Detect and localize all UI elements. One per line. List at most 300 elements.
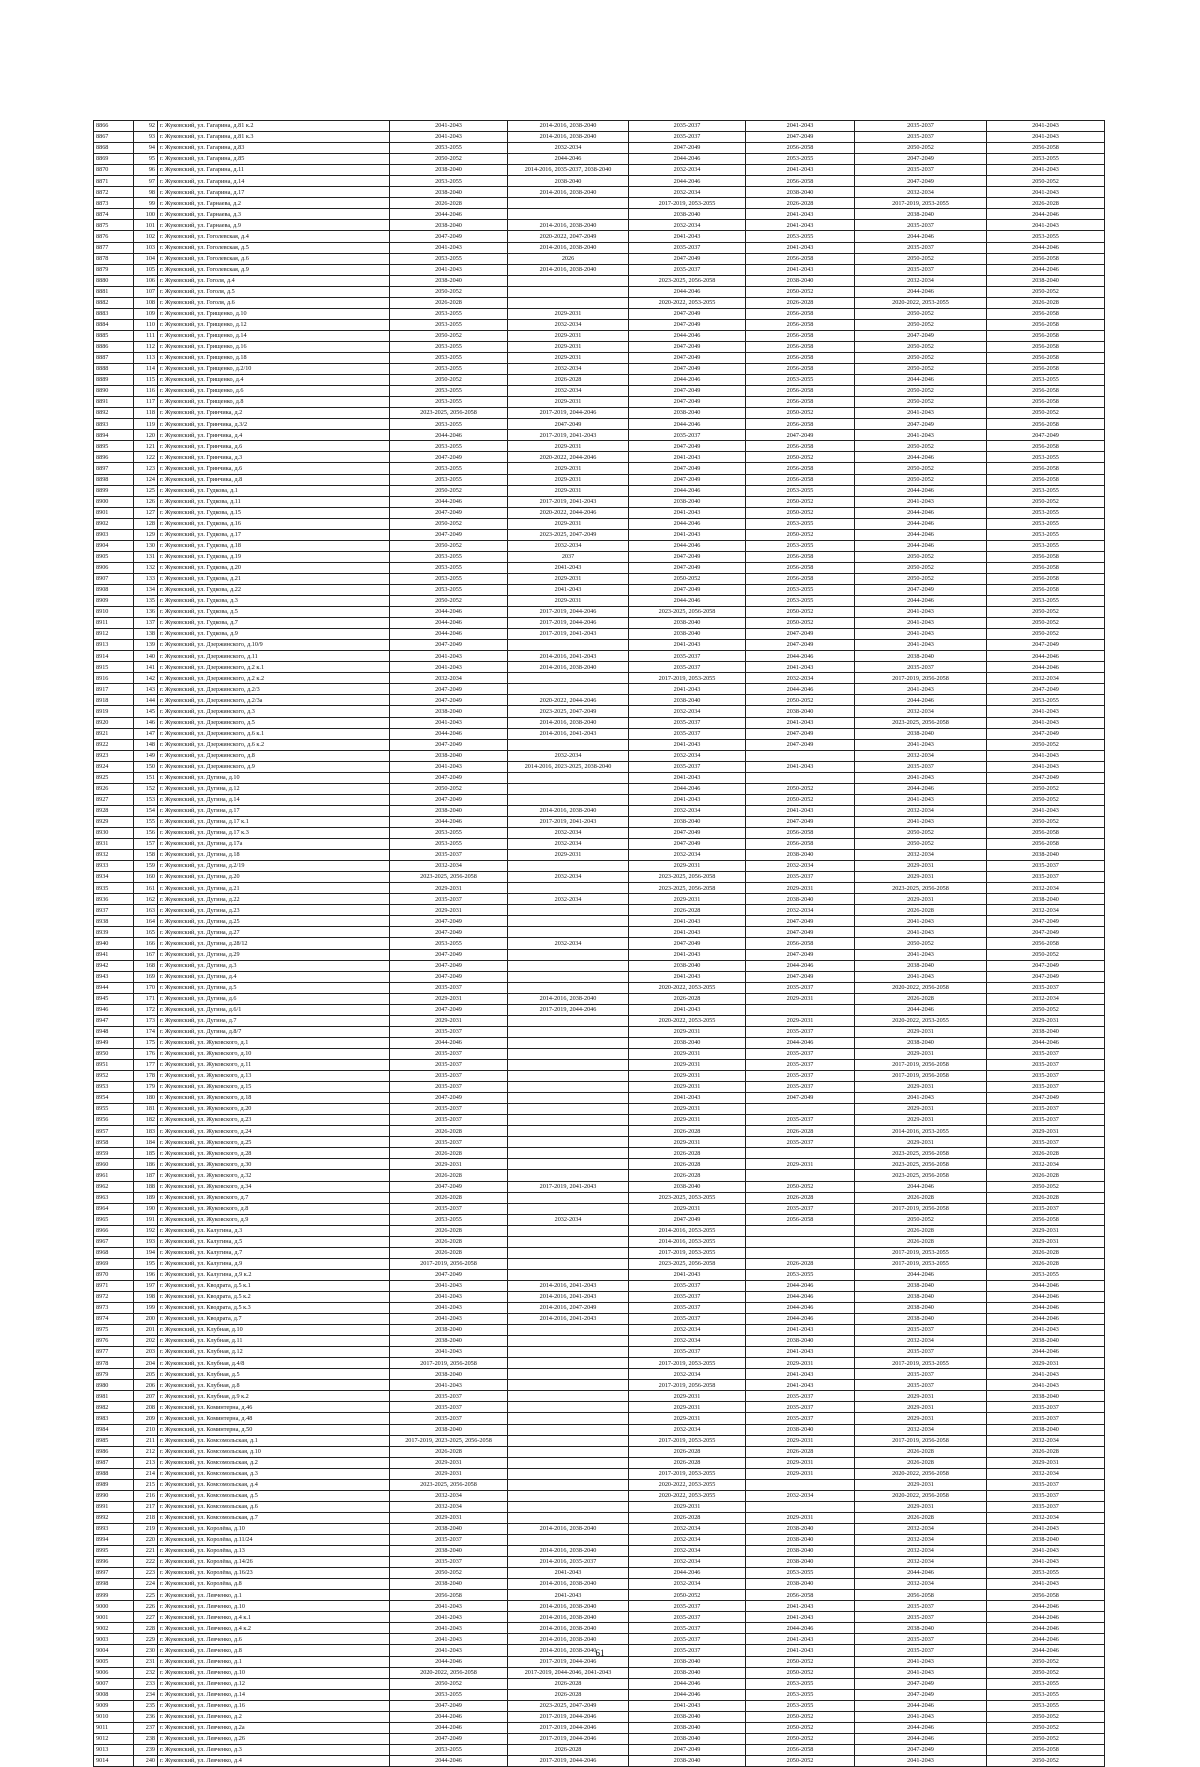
period-cell-1: 2041-2043 [390,1303,508,1314]
period-cell-3: 2047-2049 [629,839,746,850]
period-cell-5: 2041-2043 [855,618,987,629]
row-id-cell: 9011 [94,1722,134,1733]
period-cell-1: 2044-2046 [390,629,508,640]
table-row [94,1026,1105,1037]
period-cell-2: 2032-2034 [508,750,629,761]
period-cell-3: 2023-2025, 2053-2055 [629,1192,746,1203]
row-id-cell: 9002 [94,1623,134,1634]
period-cell-5: 2029-2031 [855,1391,987,1402]
row-id-cell: 8947 [94,1015,134,1026]
period-cell-3: 2044-2046 [629,485,746,496]
row-id-cell: 9013 [94,1744,134,1755]
row-number-cell: 233 [134,1678,158,1689]
period-cell-3: 2020-2022, 2053-2055 [629,297,746,308]
period-cell-2 [508,640,629,651]
period-cell-6: 2053-2055 [987,154,1105,165]
period-cell-2: 2020-2022, 2047-2049 [508,231,629,242]
period-cell-1: 2017-2019, 2056-2058 [390,1358,508,1369]
table-row [94,1689,1105,1700]
period-cell-1: 2038-2040 [390,706,508,717]
table-row [94,850,1105,861]
period-cell-5: 2029-2031 [855,894,987,905]
period-cell-6: 2056-2058 [987,828,1105,839]
period-cell-5: 2041-2043 [855,916,987,927]
table-row [94,816,1105,827]
row-id-cell: 8980 [94,1380,134,1391]
row-number-cell: 197 [134,1280,158,1291]
period-cell-2: 2017-2019, 2044-2046, 2041-2043 [508,1667,629,1678]
address-cell: г. Жуковский, ул. Гоголевская, д.6 [158,253,390,264]
period-cell-5: 2044-2046 [855,695,987,706]
address-cell: г. Жуковский, ул. Дзержинского, д.10/9 [158,640,390,651]
row-id-cell: 8911 [94,618,134,629]
period-cell-5: 2044-2046 [855,540,987,551]
period-cell-5: 2047-2049 [855,154,987,165]
period-cell-2: 2017-2019, 2041-2043 [508,816,629,827]
period-cell-4: 2047-2049 [746,949,855,960]
period-cell-5: 2017-2019, 2053-2055 [855,1358,987,1369]
period-cell-6: 2047-2049 [987,971,1105,982]
row-number-cell: 102 [134,231,158,242]
address-cell: г. Жуковский, ул. Комсомольская, д.6 [158,1501,390,1512]
row-id-cell: 8966 [94,1225,134,1236]
period-cell-3: 2032-2034 [629,1336,746,1347]
row-number-cell: 145 [134,706,158,717]
period-cell-3: 2047-2049 [629,253,746,264]
table-row [94,518,1105,529]
row-number-cell: 208 [134,1402,158,1413]
row-number-cell: 199 [134,1303,158,1314]
period-cell-6: 2050-2052 [987,1656,1105,1667]
period-cell-1: 2053-2055 [390,253,508,264]
period-cell-4: 2038-2040 [746,275,855,286]
row-id-cell: 8950 [94,1048,134,1059]
period-cell-4: 2047-2049 [746,816,855,827]
row-number-cell: 236 [134,1711,158,1722]
period-cell-2 [508,1148,629,1159]
period-cell-1: 2038-2040 [390,165,508,176]
row-number-cell: 115 [134,375,158,386]
period-cell-6: 2041-2043 [987,1325,1105,1336]
period-cell-3: 2035-2037 [629,1645,746,1656]
period-cell-5: 2044-2046 [855,286,987,297]
row-id-cell: 8897 [94,463,134,474]
period-cell-6: 2044-2046 [987,662,1105,673]
period-cell-2: 2014-2016, 2038-2040 [508,242,629,253]
row-id-cell: 8929 [94,816,134,827]
period-cell-2 [508,1258,629,1269]
period-cell-6: 2035-2037 [987,1203,1105,1214]
period-cell-6: 2053-2055 [987,1269,1105,1280]
period-cell-4: 2038-2040 [746,1546,855,1557]
period-cell-3: 2035-2037 [629,1623,746,1634]
period-cell-2 [508,1126,629,1137]
row-id-cell: 8960 [94,1159,134,1170]
period-cell-3: 2029-2031 [629,861,746,872]
period-cell-4: 2038-2040 [746,187,855,198]
period-cell-3: 2044-2046 [629,154,746,165]
period-cell-5: 2041-2043 [855,640,987,651]
row-number-cell: 205 [134,1369,158,1380]
period-cell-5: 2026-2028 [855,1457,987,1468]
period-cell-6: 2041-2043 [987,1579,1105,1590]
row-id-cell: 8872 [94,187,134,198]
period-cell-4: 2053-2055 [746,596,855,607]
period-cell-2 [508,286,629,297]
period-cell-3: 2020-2022, 2053-2055 [629,1015,746,1026]
row-number-cell: 175 [134,1037,158,1048]
address-cell: г. Жуковский, ул. Королёва, д.13 [158,1546,390,1557]
period-cell-5: 2023-2025, 2056-2058 [855,1148,987,1159]
table-row [94,662,1105,673]
period-cell-5: 2029-2031 [855,1082,987,1093]
period-cell-4: 2056-2058 [746,1590,855,1601]
period-cell-3: 2032-2034 [629,805,746,816]
row-id-cell: 8878 [94,253,134,264]
period-cell-3: 2023-2025, 2056-2058 [629,1258,746,1269]
period-cell-2: 2014-2016, 2038-2040 [508,1546,629,1557]
period-cell-4: 2053-2055 [746,1568,855,1579]
row-id-cell: 8964 [94,1203,134,1214]
row-number-cell: 191 [134,1214,158,1225]
address-cell: г. Жуковский, ул. Дугина, д.17 к.3 [158,828,390,839]
period-cell-5: 2044-2046 [855,1722,987,1733]
table-row [94,1557,1105,1568]
table-row [94,397,1105,408]
period-cell-3: 2044-2046 [629,518,746,529]
row-number-cell: 160 [134,872,158,883]
period-cell-2: 2041-2043 [508,1568,629,1579]
period-cell-1: 2053-2055 [390,839,508,850]
period-cell-3: 2035-2037 [629,1347,746,1358]
row-id-cell: 9010 [94,1711,134,1722]
table-row [94,308,1105,319]
period-cell-1: 2041-2043 [390,1314,508,1325]
period-cell-3: 2035-2037 [629,717,746,728]
address-cell: г. Жуковский, ул. Дугина, д.10 [158,772,390,783]
period-cell-4 [746,772,855,783]
address-cell: г. Жуковский, ул. Гудкова, д.16 [158,518,390,529]
period-cell-4: 2026-2028 [746,1192,855,1203]
row-number-cell: 217 [134,1501,158,1512]
period-cell-2: 2044-2046 [508,154,629,165]
period-cell-4: 2026-2028 [746,297,855,308]
period-cell-4: 2056-2058 [746,308,855,319]
row-number-cell: 122 [134,452,158,463]
period-cell-3: 2029-2031 [629,1413,746,1424]
period-cell-4: 2026-2028 [746,1446,855,1457]
address-cell: г. Жуковский, ул. Левченко, д.4 к.2 [158,1623,390,1634]
period-cell-1: 2020-2022, 2056-2058 [390,1667,508,1678]
period-cell-3: 2026-2028 [629,1170,746,1181]
table-row [94,1446,1105,1457]
address-cell: г. Жуковский, ул. Дзержинского, д.2/3 [158,684,390,695]
row-number-cell: 108 [134,297,158,308]
period-cell-5: 2044-2046 [855,375,987,386]
period-cell-1: 2047-2049 [390,739,508,750]
period-cell-2: 2014-2016, 2038-2040 [508,717,629,728]
row-id-cell: 8940 [94,938,134,949]
row-number-cell: 153 [134,794,158,805]
period-cell-1: 2047-2049 [390,507,508,518]
period-cell-6: 2032-2034 [987,1512,1105,1523]
period-cell-1: 2032-2034 [390,673,508,684]
period-cell-2: 2029-2031 [508,308,629,319]
period-cell-5: 2035-2037 [855,1369,987,1380]
period-cell-1: 2038-2040 [390,187,508,198]
address-cell: г. Жуковский, ул. Коминтерна, д.48 [158,1413,390,1424]
period-cell-5: 2023-2025, 2056-2058 [855,1170,987,1181]
period-cell-3: 2041-2043 [629,949,746,960]
period-cell-2 [508,794,629,805]
row-number-cell: 152 [134,783,158,794]
table-row [94,883,1105,894]
row-number-cell: 226 [134,1601,158,1612]
period-cell-2: 2020-2022, 2044-2046 [508,507,629,518]
row-number-cell: 238 [134,1733,158,1744]
address-cell: г. Жуковский, ул. Королёва, д.8 [158,1579,390,1590]
period-cell-1: 2026-2028 [390,1225,508,1236]
period-cell-2 [508,1225,629,1236]
row-id-cell: 8965 [94,1214,134,1225]
period-cell-6: 2044-2046 [987,1645,1105,1656]
table-row [94,1468,1105,1479]
period-cell-5: 2038-2040 [855,651,987,662]
row-id-cell: 9003 [94,1634,134,1645]
period-cell-2 [508,883,629,894]
period-cell-4: 2056-2058 [746,463,855,474]
period-cell-4: 2056-2058 [746,938,855,949]
period-cell-6: 2041-2043 [987,717,1105,728]
period-cell-5: 2047-2049 [855,330,987,341]
period-cell-2: 2032-2034 [508,319,629,330]
period-cell-5: 2017-2019, 2053-2055 [855,1247,987,1258]
row-id-cell: 8981 [94,1391,134,1402]
period-cell-1: 2035-2037 [390,1115,508,1126]
row-number-cell: 105 [134,264,158,275]
period-cell-6: 2056-2058 [987,573,1105,584]
period-cell-1: 2035-2037 [390,1535,508,1546]
period-cell-5: 2020-2022, 2056-2058 [855,1490,987,1501]
period-cell-4: 2038-2040 [746,1336,855,1347]
address-cell: г. Жуковский, ул. Гринчика, д.3 [158,452,390,463]
address-cell: г. Жуковский, ул. Дугина, д.23 [158,905,390,916]
table-row [94,1325,1105,1336]
row-number-cell: 95 [134,154,158,165]
period-cell-1: 2053-2055 [390,319,508,330]
period-cell-4: 2041-2043 [746,1369,855,1380]
period-cell-1: 2047-2049 [390,1700,508,1711]
period-cell-6: 2041-2043 [987,1369,1105,1380]
period-cell-4 [746,1225,855,1236]
period-cell-5: 2044-2046 [855,518,987,529]
period-cell-2: 2029-2031 [508,573,629,584]
period-cell-1: 2053-2055 [390,143,508,154]
period-cell-6: 2056-2058 [987,143,1105,154]
period-cell-2: 2014-2016, 2038-2040 [508,1601,629,1612]
period-cell-3: 2044-2046 [629,540,746,551]
table-row [94,706,1105,717]
period-cell-6: 2026-2028 [987,1148,1105,1159]
row-number-cell: 214 [134,1468,158,1479]
address-cell: г. Жуковский, ул. Жуковского, д.18 [158,1093,390,1104]
period-cell-6: 2053-2055 [987,452,1105,463]
row-number-cell: 219 [134,1523,158,1534]
row-id-cell: 8870 [94,165,134,176]
period-cell-2: 2026-2028 [508,1744,629,1755]
table-row [94,1291,1105,1302]
address-cell: г. Жуковский, ул. Комсомольская, д.4 [158,1479,390,1490]
period-cell-3: 2017-2019, 2056-2058 [629,1380,746,1391]
period-cell-1: 2050-2052 [390,1568,508,1579]
address-cell: г. Жуковский, ул. Левченко, д.10 [158,1667,390,1678]
period-cell-4: 2053-2055 [746,154,855,165]
period-cell-6: 2050-2052 [987,1733,1105,1744]
row-number-cell: 94 [134,143,158,154]
period-cell-3: 2047-2049 [629,1214,746,1225]
period-cell-4: 2029-2031 [746,993,855,1004]
table-row [94,408,1105,419]
period-cell-6: 2041-2043 [987,706,1105,717]
table-row [94,1170,1105,1181]
period-cell-1: 2035-2037 [390,1059,508,1070]
period-cell-2 [508,861,629,872]
period-cell-2: 2029-2031 [508,474,629,485]
period-cell-5: 2041-2043 [855,430,987,441]
row-id-cell: 8893 [94,419,134,430]
table-row [94,1358,1105,1369]
period-cell-2: 2041-2043 [508,584,629,595]
address-cell: г. Жуковский, ул. Гринчика, д.4 [158,430,390,441]
row-id-cell: 8923 [94,750,134,761]
period-cell-6: 2056-2058 [987,352,1105,363]
period-cell-4: 2056-2058 [746,573,855,584]
row-number-cell: 104 [134,253,158,264]
period-cell-1: 2038-2040 [390,750,508,761]
period-cell-1: 2032-2034 [390,1490,508,1501]
period-cell-6: 2053-2055 [987,540,1105,551]
period-cell-2: 2023-2025, 2047-2049 [508,706,629,717]
period-cell-2 [508,1048,629,1059]
table-row [94,1015,1105,1026]
row-id-cell: 8887 [94,352,134,363]
period-cell-2: 2026-2028 [508,375,629,386]
address-cell: г. Жуковский, ул. Гринчика, д.6 [158,463,390,474]
row-id-cell: 8962 [94,1181,134,1192]
row-number-cell: 99 [134,198,158,209]
period-cell-1: 2035-2037 [390,982,508,993]
table-row [94,1137,1105,1148]
row-number-cell: 100 [134,209,158,220]
row-id-cell: 8983 [94,1413,134,1424]
row-id-cell: 8984 [94,1424,134,1435]
period-cell-4: 2050-2052 [746,1755,855,1766]
row-id-cell: 8948 [94,1026,134,1037]
row-number-cell: 109 [134,308,158,319]
address-cell: г. Жуковский, ул. Клубная, д.11 [158,1336,390,1347]
row-id-cell: 8968 [94,1247,134,1258]
period-cell-3: 2047-2049 [629,364,746,375]
period-cell-5: 2038-2040 [855,1314,987,1325]
period-cell-5: 2035-2037 [855,165,987,176]
row-number-cell: 180 [134,1093,158,1104]
period-cell-1: 2053-2055 [390,364,508,375]
period-cell-4: 2050-2052 [746,794,855,805]
period-cell-6: 2026-2028 [987,1170,1105,1181]
period-cell-3: 2044-2046 [629,596,746,607]
period-cell-4: 2035-2037 [746,1137,855,1148]
address-cell: г. Жуковский, ул. Дзержинского, д.8 [158,750,390,761]
period-cell-6: 2029-2031 [987,1236,1105,1247]
row-number-cell: 195 [134,1258,158,1269]
period-cell-6: 2050-2052 [987,1004,1105,1015]
period-cell-3: 2044-2046 [629,286,746,297]
period-cell-1: 2041-2043 [390,1645,508,1656]
table-row [94,1678,1105,1689]
row-number-cell: 231 [134,1656,158,1667]
row-number-cell: 210 [134,1424,158,1435]
row-id-cell: 8885 [94,330,134,341]
period-cell-3: 2047-2049 [629,1744,746,1755]
table-row [94,618,1105,629]
period-cell-1: 2053-2055 [390,308,508,319]
table-row [94,275,1105,286]
row-id-cell: 8999 [94,1590,134,1601]
period-cell-2: 2032-2034 [508,828,629,839]
period-cell-3: 2035-2037 [629,728,746,739]
row-number-cell: 178 [134,1071,158,1082]
period-cell-2: 2014-2016, 2041-2043 [508,1314,629,1325]
row-number-cell: 111 [134,330,158,341]
table-row [94,1568,1105,1579]
period-cell-4: 2050-2052 [746,496,855,507]
table-row [94,231,1105,242]
period-cell-2: 2023-2025, 2047-2049 [508,1700,629,1711]
period-cell-5: 2038-2040 [855,960,987,971]
period-cell-1: 2053-2055 [390,474,508,485]
row-number-cell: 186 [134,1159,158,1170]
period-cell-1: 2041-2043 [390,132,508,143]
period-cell-4: 2053-2055 [746,1689,855,1700]
period-cell-1: 2041-2043 [390,717,508,728]
address-cell: г. Жуковский, ул. Грищенко, д.10 [158,308,390,319]
period-cell-6: 2056-2058 [987,253,1105,264]
address-cell: г. Жуковский, ул. Кводрата, д.5 к.3 [158,1303,390,1314]
row-id-cell: 8899 [94,485,134,496]
period-cell-4: 2047-2049 [746,132,855,143]
period-cell-3: 2032-2034 [629,220,746,231]
table-row [94,960,1105,971]
row-number-cell: 110 [134,319,158,330]
period-cell-5: 2044-2046 [855,485,987,496]
address-cell: г. Жуковский, ул. Дугина, д.17а [158,839,390,850]
period-cell-5: 2017-2019, 2053-2055 [855,1258,987,1269]
period-cell-3: 2032-2034 [629,1369,746,1380]
period-cell-5: 2029-2031 [855,1402,987,1413]
table-row [94,651,1105,662]
period-cell-3: 2020-2022, 2053-2055 [629,982,746,993]
period-cell-1: 2053-2055 [390,1744,508,1755]
row-number-cell: 228 [134,1623,158,1634]
period-cell-1: 2026-2028 [390,1247,508,1258]
period-cell-4: 2038-2040 [746,1557,855,1568]
period-cell-1: 2026-2028 [390,1170,508,1181]
period-cell-3: 2032-2034 [629,187,746,198]
period-cell-1: 2047-2049 [390,1004,508,1015]
period-cell-5: 2041-2043 [855,1711,987,1722]
row-number-cell: 192 [134,1225,158,1236]
period-cell-2: 2032-2034 [508,540,629,551]
